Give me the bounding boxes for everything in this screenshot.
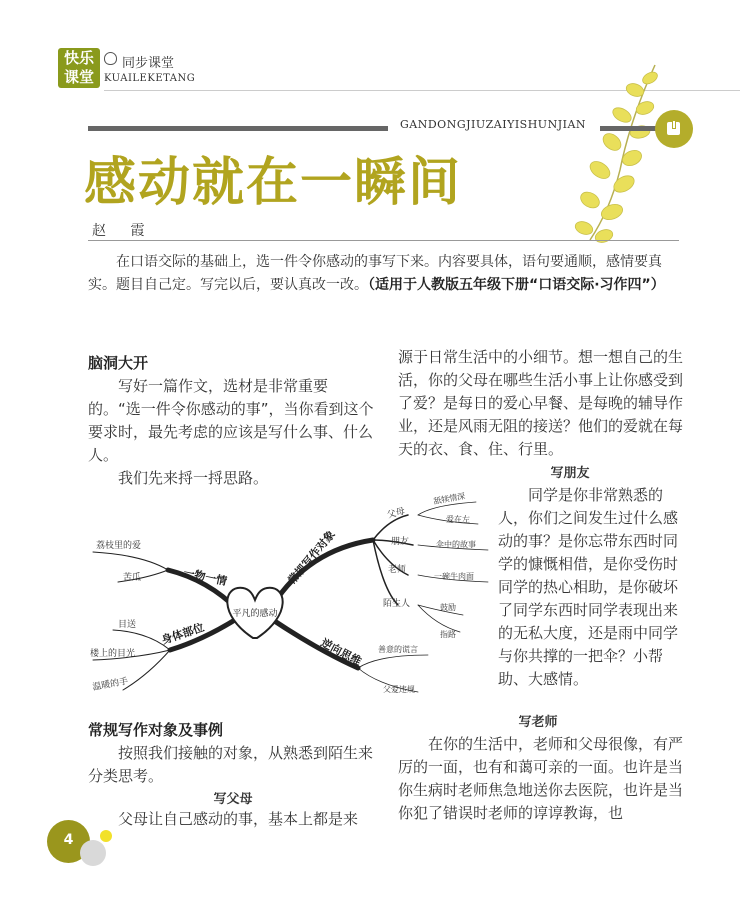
section-name: 同步课堂 bbox=[122, 56, 175, 71]
mindmap-leaf: 荔枝里的爱 bbox=[96, 541, 142, 551]
mindmap-leaf: 爱在左 bbox=[446, 515, 470, 524]
logo-line-2: 课堂 bbox=[63, 68, 94, 86]
ginkgo-branch-decoration bbox=[560, 60, 670, 245]
mindmap-leaf: 苦瓜 bbox=[123, 573, 142, 583]
brand-logo bbox=[58, 48, 100, 88]
mindmap-group: 父母 bbox=[386, 506, 407, 521]
left-paragraph-1: 写好一篇作文，选材是非常重要的。“选一件令你感动的事”，当你看到这个要求时，最先考虑的应该是写什么事、什么人。 bbox=[88, 377, 374, 464]
decor-dot-gray bbox=[80, 840, 106, 866]
section-heading-regular-objects: 常规写作对象及事例 bbox=[88, 721, 224, 739]
author-name: 赵 霞 bbox=[92, 223, 155, 239]
right-paragraph-3: 在你的生活中，老师和父母很像，有严厉的一面，也有和蔼可亲的一面。也许是当你生病时老师焦急地送你去医院，也许是当你犯了错误时老师的谆谆教诲，也 bbox=[398, 735, 684, 822]
mindmap-leaf: 指路 bbox=[440, 630, 456, 639]
mindmap-center: 平凡的感动 bbox=[232, 609, 278, 619]
mindmap-group: 朋友 bbox=[391, 537, 410, 547]
intro-note: （适用于人教版五年级下册“口语交际·习作四”） bbox=[368, 277, 665, 293]
section-pinyin: KUAILEKETANG bbox=[104, 73, 196, 84]
title-pinyin: GANDONGJIUZAIYISHUNJIAN bbox=[400, 118, 587, 131]
owl-icon bbox=[104, 52, 117, 65]
left-paragraph-3: 按照我们接触的对象，从熟悉到陌生来分类思考。 bbox=[88, 744, 374, 785]
mindmap-branch-regular: 常规写作对象 bbox=[285, 528, 338, 587]
mindmap-leaf: 楼上的目光 bbox=[90, 649, 136, 659]
decor-dot-yellow bbox=[100, 830, 112, 842]
assignment-intro bbox=[88, 251, 684, 297]
mindmap-leaf: 温暖的手 bbox=[91, 676, 129, 693]
mindmap-branch-reverse: 逆向思维 bbox=[318, 636, 364, 669]
mindmap-leaf: 伞中的故事 bbox=[436, 540, 476, 549]
mindmap-leaf: 一碗牛肉面 bbox=[434, 572, 474, 581]
author-divider bbox=[88, 240, 679, 241]
article-title: 感动就在一瞬间 bbox=[84, 152, 463, 213]
right-paragraph-1: 源于日常生活中的小细节。想一想自己的生活，你的父母在哪些生活小事上让你感受到了爱？是每日的爱心早餐、是每晚的辅导作业，还是风雨无阻的接送？他们的爱就在每天的衣、食、住、行里。 bbox=[398, 348, 684, 458]
section-heading-brainstorm: 脑洞大开 bbox=[88, 354, 149, 372]
subheading-friends: 写朋友 bbox=[550, 466, 590, 481]
mindmap-leaf: 舐犊情深 bbox=[432, 491, 466, 506]
mindmap-leaf: 目送 bbox=[118, 620, 137, 630]
mindmap-branch-object: 一物一情 bbox=[182, 566, 229, 589]
pen-badge-icon bbox=[655, 110, 693, 148]
logo-line-1: 快乐 bbox=[63, 49, 94, 67]
left-paragraph-2: 我们先来捋一捋思路。 bbox=[118, 469, 269, 487]
right-paragraph-2: 同学是你非常熟悉的人，你们之间发生过什么感动的事？是你忘带东西时同学的慷慨相借，是你受伤时同学的热心相助，是你破坏了同学东西时同学表现出来的无私大度，还是雨中同学与你共撑的一把伞？小帮助、大感情。 bbox=[498, 486, 679, 688]
page-number: 4 bbox=[63, 832, 74, 848]
left-paragraph-4: 父母让自己感动的事，基本上都是来 bbox=[118, 810, 359, 828]
title-bar-left bbox=[88, 126, 388, 131]
subheading-teachers: 写老师 bbox=[518, 715, 558, 730]
subheading-parents: 写父母 bbox=[213, 792, 253, 807]
mindmap-group: 陌生人 bbox=[383, 599, 411, 609]
mindmap-group: 老师 bbox=[388, 565, 407, 575]
mindmap-leaf: 父爱违规 bbox=[383, 685, 415, 694]
intro-text: 在口语交际的基础上，选一件令你感动的事写下来。内容要具体，语句要通顺，感情要真实。题目自己定。写完以后，要认真改一改。 bbox=[88, 254, 662, 293]
title-bar-right bbox=[600, 126, 660, 131]
mindmap-leaf: 鼓励 bbox=[440, 603, 456, 612]
mindmap-diagram bbox=[88, 491, 498, 710]
mindmap-leaf: 善意的谎言 bbox=[378, 645, 418, 654]
mindmap-branch-body: 身体部位 bbox=[159, 620, 206, 647]
